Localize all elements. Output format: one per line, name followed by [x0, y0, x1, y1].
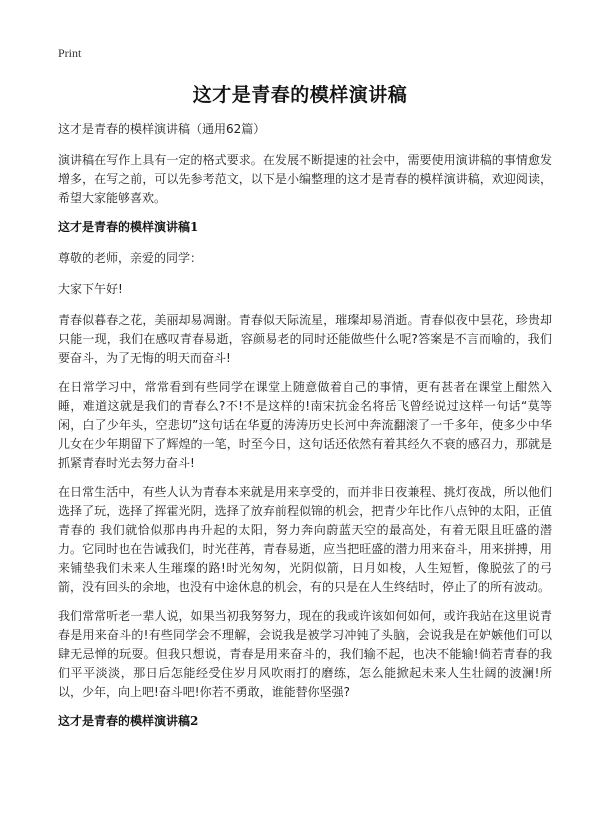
document-body — [58, 120, 552, 743]
greeting-paragraph: 尊敬的老师，亲爱的同学： — [58, 251, 203, 265]
document-title: 这才是青春的模样演讲稿 — [192, 84, 408, 106]
section-heading-1: 这才是青春的模样演讲稿1 — [58, 220, 199, 234]
intro-paragraph: 演讲稿在写作上具有一定的格式要求。在发展不断提速的社会中，需要使用演讲稿的事情愈发增多，在写之前，可以先参考范文，以下是小编整理的这才是青春的模样演讲稿，欢迎阅读，希望大家能够喜欢。 — [58, 153, 552, 205]
hello-paragraph: 大家下午好! — [58, 282, 123, 296]
body-paragraph-1: 青春似暮春之花，美丽却易凋谢。青春似天际流星，璀璨却易消逝。青春似夜中昙花，珍贵却只能一现，我们在感叹青春易逝，容颜易老的同时还能做些什么呢?答案是不言而喻的，我们要奋斗，为了无悔的明天而奋斗! — [58, 313, 552, 365]
document-subtitle: 这才是青春的模样演讲稿（通用62篇） — [58, 122, 266, 136]
print-link[interactable]: Print — [58, 46, 82, 60]
section-heading-2: 这才是青春的模样演讲稿2 — [58, 714, 199, 728]
body-paragraph-4: 我们常常听老一辈人说，如果当初我努努力，现在的我或许该如何如何，或许我站在这里说青春是用来奋斗的!有些同学会不理解，会说我是被学习冲钝了头脑，会说我是在妒嫉他们可以肆无忌惮的玩耍。但我只想说，青春是用来奋斗的，我们输不起，也决不能输!倘若青春的我们平平淡淡，那日后怎能经受住岁月风吹雨打的磨练，怎么能掀起未来人生壮阔的波澜!所以，少年，向上吧!奋斗吧!你若不勇敢，谁能替你坚强? — [58, 609, 552, 699]
body-paragraph-3: 在日常生活中，有些人认为青春本来就是用来享受的，而并非日夜兼程、挑灯夜战，所以他们选择了玩，选择了挥霍光阴，选择了放弃前程似锦的机会，把青少年比作八点钟的太阳，正值青春的 我们就恰似那冉冉升起的太阳，努力奔向蔚蓝天空的最高处，有着无限且旺盛的潜力。它同时也在告诫我们，时光荏苒，青春易逝，应当把旺盛的潜力用来奋斗，用来拼搏，用来铺垫我们未来人生璀璨的路!时光匆匆，光阴似箭，日月如梭，人生短暂，像脱弦了的弓箭，没有回头的余地，也没有中途休息的机会，有的只是在人生终结时，停止了的所有波动。 — [58, 485, 552, 594]
body-paragraph-2: 在日常学习中，常常看到有些同学在课堂上随意做着自己的事情，更有甚者在课堂上酣然入睡，难道这就是我们的青春么?不!不是这样的!南宋抗金名将岳飞曾经说过这样一句话“莫等闲，白了少年头，空悲切”这句话在华夏的涛涛历史长河中奔流翻滚了一千多年，使多少中华儿女在少年期留下了辉煌的一笔，时至今日，这句话还依然有着其经久不衰的感召力，那就是抓紧青春时光去努力奋斗! — [58, 380, 552, 470]
